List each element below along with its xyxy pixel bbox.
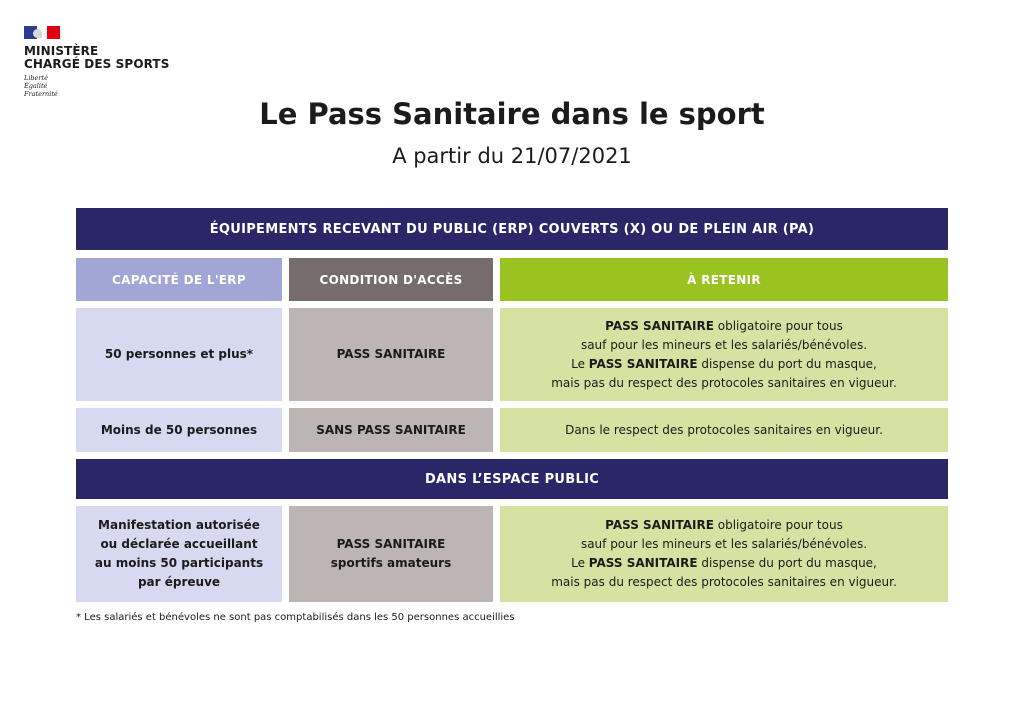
motto-egalite: Égalité <box>24 82 48 90</box>
ministry-line-2: CHARGÉ DES SPORTS <box>24 57 170 71</box>
page-subtitle: A partir du 21/07/2021 <box>392 144 632 168</box>
column-header-capacity: CAPACITÉ DE L'ERP <box>76 258 282 301</box>
section-header-public-space: DANS L’ESPACE PUBLIC <box>76 459 948 499</box>
row1-retenir-l2: sauf pour les mineurs et les salariés/bénévoles. <box>580 337 868 352</box>
ministry-name <box>24 45 169 71</box>
row1-retenir-l4: mais pas du respect des protocoles sanitaires en vigueur. <box>551 375 897 390</box>
row1-retenir-l3-pre: Le <box>571 356 589 371</box>
row3-retenir-l4: mais pas du respect des protocoles sanitaires en vigueur. <box>551 575 897 589</box>
row3-capacity-l4: par épreuve <box>137 575 221 589</box>
row1-retenir-l1-rest: obligatoire pour tous <box>713 318 843 333</box>
row2-capacity: Moins de 50 personnes <box>76 408 282 452</box>
row1-retenir-l3-rest: dispense du port du masque, <box>697 356 877 371</box>
row2-retenir: Dans le respect des protocoles sanitaires en vigueur. <box>500 408 948 452</box>
column-header-condition: CONDITION D'ACCÈS <box>289 258 493 301</box>
row3-retenir <box>500 506 948 602</box>
column-header-retenir: À RETENIR <box>500 258 948 301</box>
republic-motto <box>24 74 169 98</box>
row3-condition-l1: PASS SANITAIRE <box>336 537 446 551</box>
page-title: Le Pass Sanitaire dans le sport <box>259 97 765 131</box>
row1-retenir-l1-bold: PASS SANITAIRE <box>605 318 714 333</box>
row3-retenir-l3-pre: Le <box>571 556 589 570</box>
row1-capacity: 50 personnes et plus* <box>76 308 282 401</box>
ministry-logo <box>24 26 169 98</box>
row3-retenir-l3-rest: dispense du port du masque, <box>697 556 877 570</box>
row3-condition <box>289 506 493 602</box>
row1-condition: PASS SANITAIRE <box>289 308 493 401</box>
row3-retenir-l1-rest: obligatoire pour tous <box>713 518 843 532</box>
section-header-erp: ÉQUIPEMENTS RECEVANT DU PUBLIC (ERP) COUVERTS (X) OU DE PLEIN AIR (PA) <box>76 208 948 250</box>
footnote: * Les salariés et bénévoles ne sont pas comptabilisés dans les 50 personnes accueillies <box>76 612 515 623</box>
row3-retenir-l2: sauf pour les mineurs et les salariés/bénévoles. <box>580 537 868 551</box>
row1-retenir <box>500 308 948 401</box>
row3-capacity-l2: ou déclarée accueillant <box>100 537 258 551</box>
row3-condition-l2: sportifs amateurs <box>330 556 452 570</box>
row1-retenir-l3-bold: PASS SANITAIRE <box>588 356 698 371</box>
row3-retenir-l1-bold: PASS SANITAIRE <box>605 518 714 532</box>
row3-capacity-l1: Manifestation autorisée <box>98 518 260 532</box>
row2-condition: SANS PASS SANITAIRE <box>289 408 493 452</box>
row3-capacity-l3: au moins 50 participants <box>94 556 264 570</box>
row3-retenir-l3-bold: PASS SANITAIRE <box>588 556 698 570</box>
ministry-line-1: MINISTÈRE <box>24 44 99 58</box>
motto-fraternite: Fraternité <box>24 90 58 98</box>
motto-liberte: Liberté <box>24 74 48 82</box>
marianne-flag-icon <box>24 26 60 39</box>
row3-capacity <box>76 506 282 602</box>
